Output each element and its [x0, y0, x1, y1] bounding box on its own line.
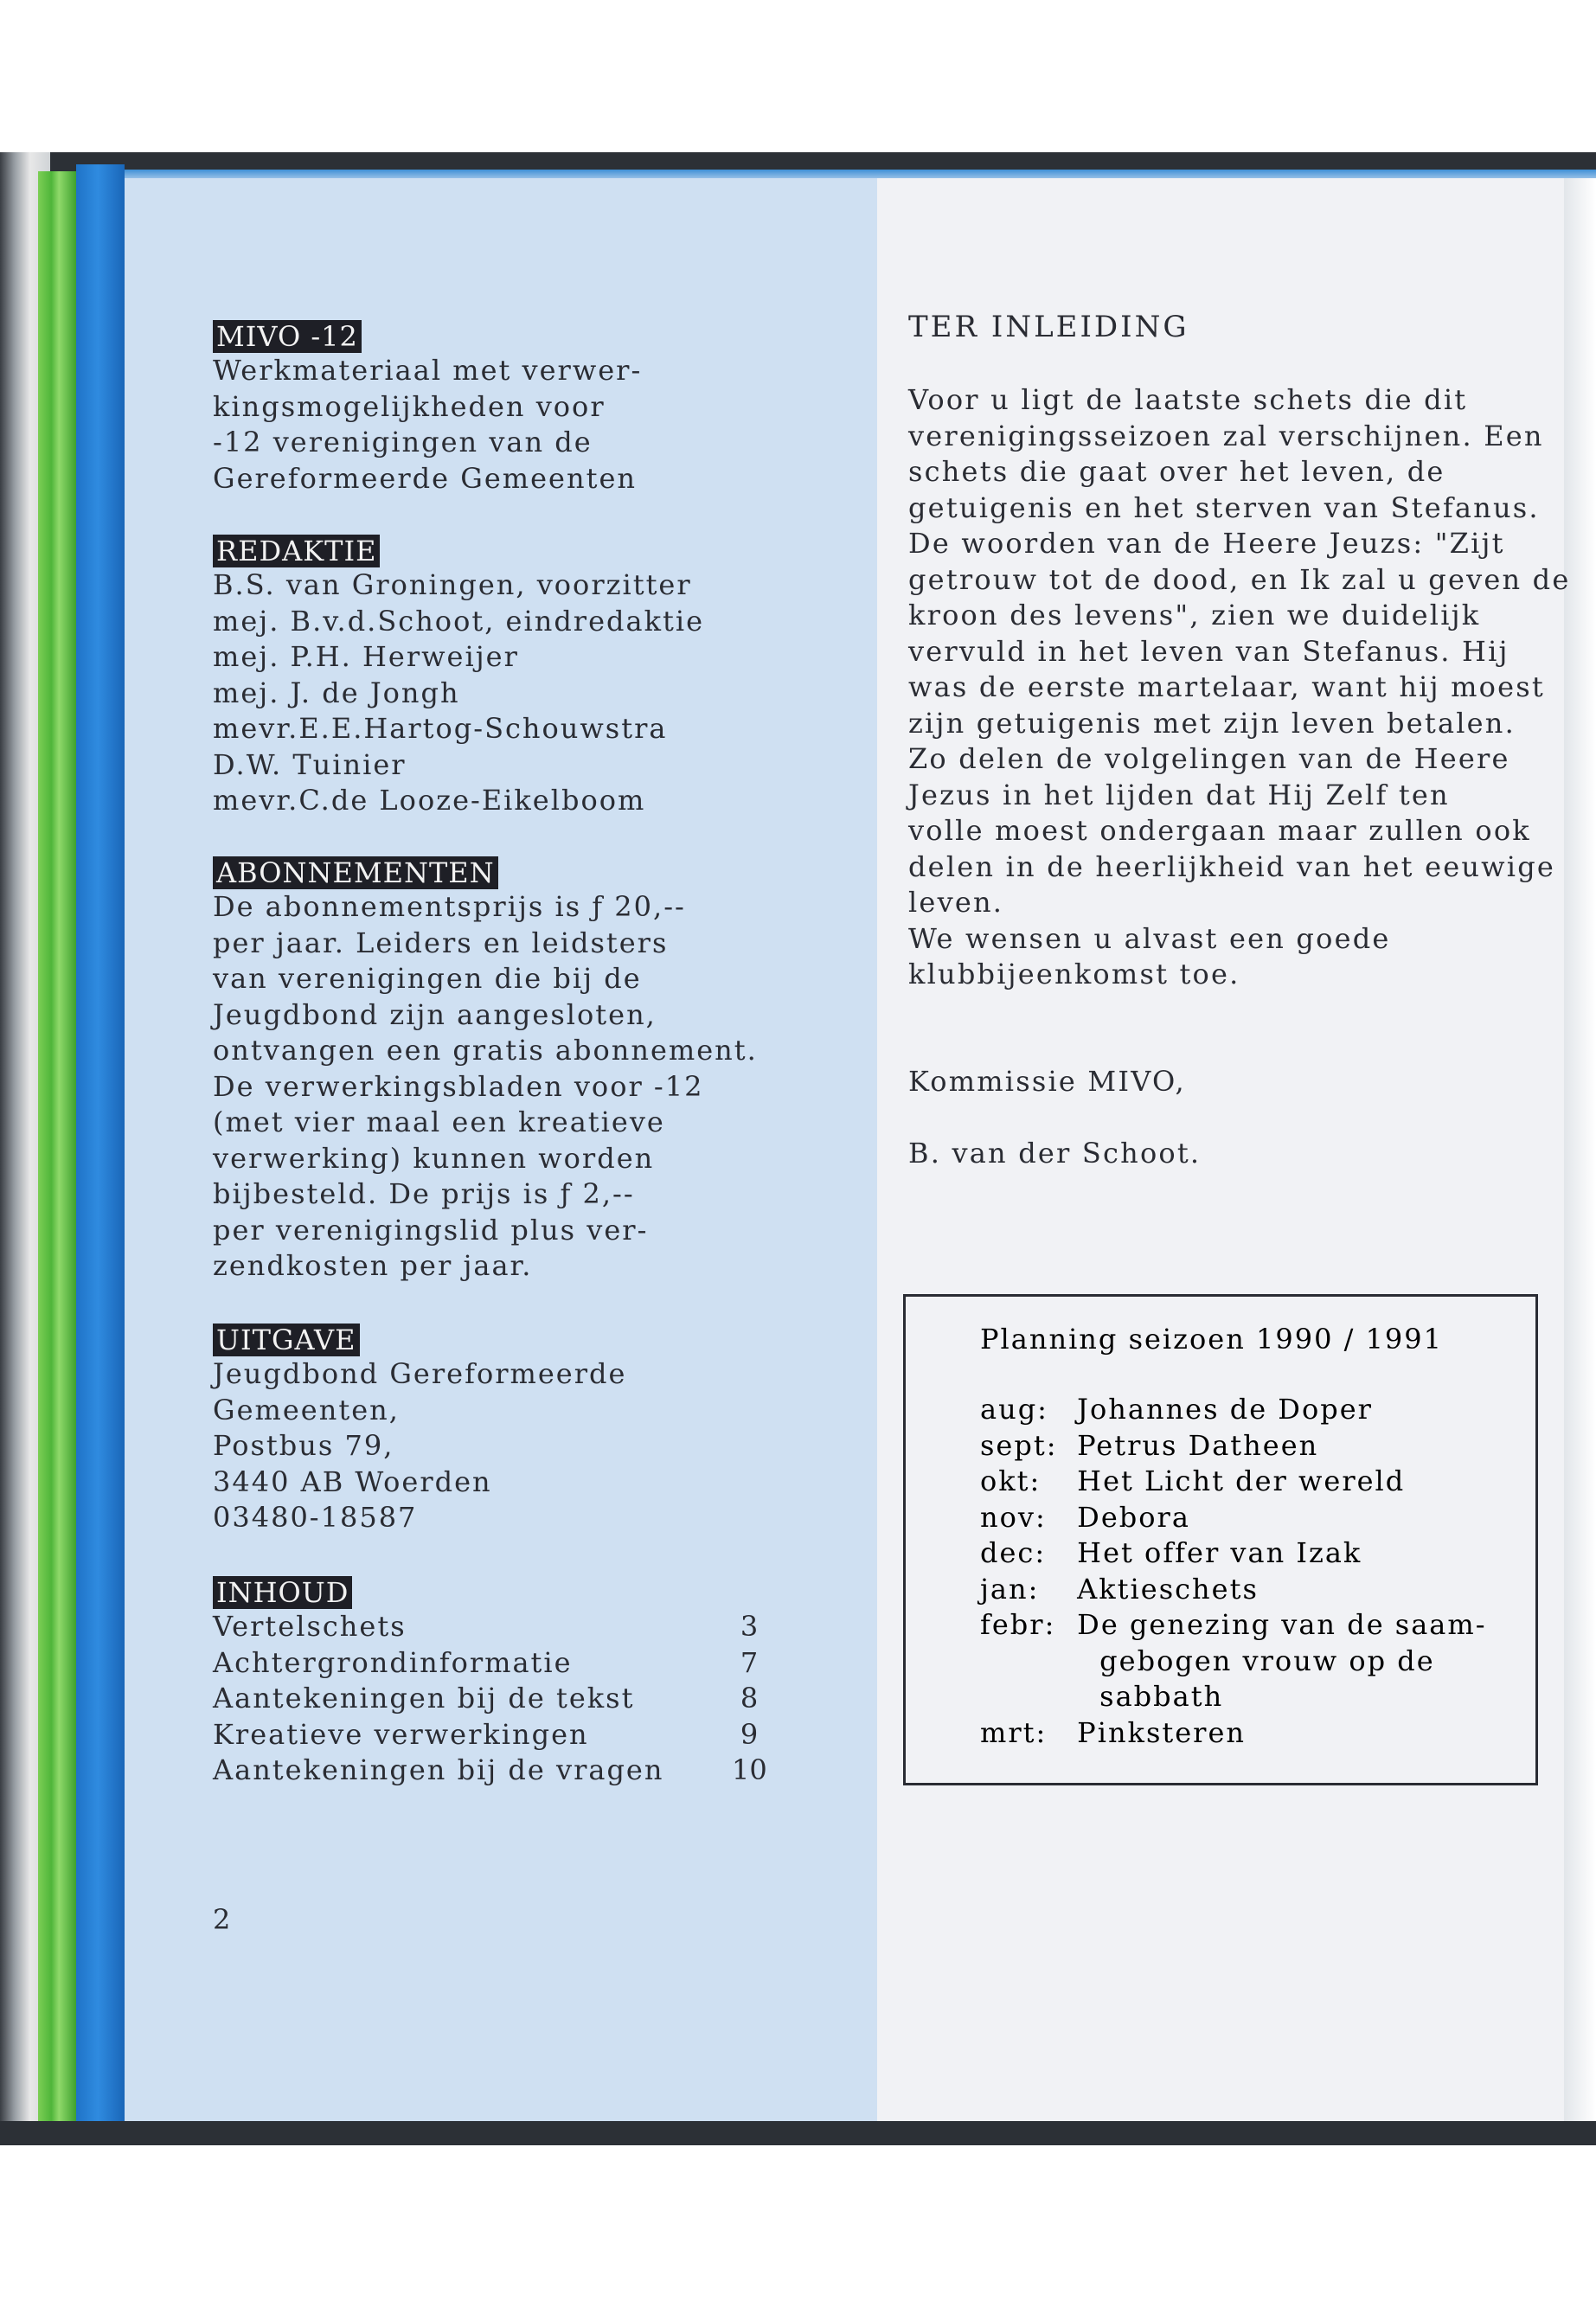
toc-item-title: Vertelschets: [213, 1610, 407, 1643]
planning-topic: gebogen vrouw op de: [1099, 1644, 1435, 1677]
abonnementen-line: verwerking) kunnen worden: [213, 1141, 655, 1175]
redaktie-body: [213, 567, 704, 819]
toc-item-title: Aantekeningen bij de vragen: [213, 1753, 664, 1786]
toc-item-page: 7: [740, 1645, 759, 1679]
toc-item-page: 3: [740, 1610, 759, 1643]
planning-topic: Aktieschets: [1077, 1572, 1259, 1606]
uitgave-line: 3440 AB Woerden: [213, 1465, 492, 1498]
redaktie-section: [213, 535, 704, 819]
planning-row: [980, 1679, 1223, 1715]
mivo-section: [213, 320, 642, 497]
redaktie-line: D.W. Tuinier: [213, 747, 407, 781]
planning-topic: Het Licht der wereld: [1077, 1465, 1406, 1497]
abonnementen-line: ontvangen een gratis abonnement.: [213, 1034, 758, 1067]
introduction-body: [908, 382, 1571, 993]
planning-month: nov:: [980, 1500, 1047, 1534]
abonnementen-line: bijbesteld. De prijs is ƒ 2,--: [213, 1177, 635, 1210]
planning-month: mrt:: [980, 1715, 1048, 1749]
signature-name: B. van der Schoot.: [908, 1137, 1202, 1170]
binder-top-edge: [0, 152, 1596, 171]
redaktie-line: B.S. van Groningen, voorzitter: [213, 568, 692, 601]
abonnementen-line: per verenigingslid plus ver-: [213, 1213, 649, 1247]
planning-row: [980, 1715, 1246, 1752]
abonnementen-line: De verwerkingsbladen voor -12: [213, 1069, 704, 1103]
toc-item-title: Kreatieve verwerkingen: [213, 1717, 589, 1751]
uitgave-section: [213, 1324, 626, 1536]
introduction-title: TER INLEIDING: [908, 310, 1189, 344]
planning-topic: Petrus Datheen: [1077, 1428, 1319, 1462]
redaktie-line: mej. J. de Jongh: [213, 676, 460, 709]
intro-line: getrouw tot de dood, en Ik zal u geven de: [908, 562, 1571, 596]
uitgave-line: Gemeenten,: [213, 1393, 400, 1426]
planning-topic: sabbath: [1099, 1680, 1224, 1713]
inhoud-heading: INHOUD: [213, 1576, 352, 1609]
intro-line: was de eerste martelaar, want hij moest: [908, 670, 1545, 703]
planning-topic: De genezing van de saam-: [1077, 1608, 1487, 1641]
signature-person: [908, 1136, 1201, 1172]
toc-item: [213, 1645, 784, 1682]
table-of-contents: [213, 1609, 784, 1789]
binder-bottom-edge: [0, 2121, 1596, 2145]
intro-line: leven.: [908, 886, 1004, 919]
intro-line: Jezus in het lijden dat Hij Zelf ten: [908, 778, 1450, 811]
redaktie-line: mej. B.v.d.Schoot, eindredaktie: [213, 604, 705, 638]
redaktie-line: mevr.E.E.Hartog-Schouwstra: [213, 712, 668, 745]
mivo-line: Werkmateriaal met verwer-: [213, 354, 643, 387]
page-number: 2: [213, 1903, 231, 1936]
toc-item-page: 8: [740, 1682, 759, 1715]
intro-line: Voor u ligt de laatste schets die dit: [908, 383, 1468, 416]
abonnementen-body: [213, 889, 758, 1285]
intro-line: We wensen u alvast een goede: [908, 921, 1391, 955]
toc-item: [213, 1717, 784, 1753]
intro-line: Zo delen de volgelingen van de Heere: [908, 742, 1510, 775]
toc-item-page: 10: [732, 1753, 767, 1786]
intro-line: getuigenis en het sterven van Stefanus.: [908, 490, 1540, 524]
uitgave-body: [213, 1356, 626, 1536]
planning-topic: Debora: [1077, 1500, 1190, 1534]
abonnementen-line: van verenigingen die bij de: [213, 962, 642, 995]
planning-row: [980, 1644, 1435, 1680]
signature-org: [908, 1064, 1186, 1100]
planning-row: [980, 1428, 1318, 1465]
mivo-line: Gereformeerde Gemeenten: [213, 461, 637, 495]
abonnementen-section: [213, 856, 758, 1285]
introduction-section: [908, 310, 1189, 344]
toc-item: [213, 1681, 784, 1717]
uitgave-line: 03480-18587: [213, 1501, 418, 1534]
abonnementen-line: per jaar. Leiders en leidsters: [213, 926, 669, 959]
intro-line: De woorden van de Heere Jeuzs: "Zijt: [908, 527, 1505, 560]
planning-row: [980, 1535, 1362, 1572]
abonnementen-heading: ABONNEMENTEN: [213, 856, 498, 889]
planning-title: Planning seizoen 1990 / 1991: [980, 1323, 1443, 1356]
planning-topic: Johannes de Doper: [1077, 1393, 1373, 1426]
abonnementen-line: De abonnementsprijs is ƒ 20,--: [213, 890, 686, 923]
blue-page-edge: [76, 164, 125, 2137]
toc-item: [213, 1609, 784, 1645]
planning-topic: Pinksteren: [1077, 1715, 1246, 1749]
abonnementen-line: zendkosten per jaar.: [213, 1249, 533, 1282]
redaktie-heading: REDAKTIE: [213, 535, 380, 567]
redaktie-line: mevr.C.de Looze-Eikelboom: [213, 784, 646, 817]
intro-line: verenigingsseizoen zal verschijnen. Een: [908, 419, 1544, 452]
intro-line: kroon des levens", zien we duidelijk: [908, 599, 1481, 631]
toc-item-title: Achtergrondinformatie: [213, 1645, 573, 1679]
planning-topic: Het offer van Izak: [1077, 1536, 1362, 1569]
redaktie-line: mej. P.H. Herweijer: [213, 640, 519, 673]
planning-month: dec:: [980, 1536, 1047, 1569]
uitgave-heading: UITGAVE: [213, 1324, 360, 1356]
planning-row: [980, 1500, 1190, 1536]
inhoud-section: [213, 1576, 784, 1789]
mivo-heading: MIVO -12: [213, 320, 362, 353]
signature-committee: Kommissie MIVO,: [908, 1065, 1186, 1098]
planning-row: [980, 1392, 1373, 1428]
intro-line: volle moest ondergaan maar zullen ook: [908, 814, 1531, 847]
toc-item-title: Aantekeningen bij de tekst: [213, 1682, 635, 1715]
mivo-line: kingsmogelijkheden voor: [213, 389, 606, 423]
planning-row: [980, 1572, 1259, 1608]
uitgave-line: Jeugdbond Gereformeerde: [213, 1357, 627, 1390]
toc-item-page: 9: [740, 1717, 759, 1751]
planning-box: [903, 1294, 1538, 1785]
toc-item: [213, 1753, 784, 1789]
abonnementen-line: Jeugdbond zijn aangesloten,: [213, 997, 657, 1031]
intro-line: schets die gaat over het leven, de: [908, 455, 1445, 488]
intro-line: vervuld in het leven van Stefanus. Hij: [908, 634, 1509, 668]
planning-month: okt:: [980, 1465, 1042, 1497]
planning-month: febr:: [980, 1608, 1056, 1641]
uitgave-line: Postbus 79,: [213, 1429, 394, 1462]
planning-month: aug:: [980, 1393, 1048, 1426]
abonnementen-line: (met vier maal een kreatieve: [213, 1106, 665, 1138]
green-page-edge: [38, 171, 76, 2121]
intro-line: delen in de heerlijkheid van het eeuwige: [908, 849, 1556, 883]
planning-row: [980, 1464, 1405, 1500]
intro-line: klubbijeenkomst toe.: [908, 958, 1240, 990]
mivo-body: [213, 353, 642, 497]
planning-month: jan:: [980, 1572, 1040, 1606]
planning-month: sept:: [980, 1428, 1058, 1462]
intro-line: zijn getuigenis met zijn leven betalen.: [908, 706, 1516, 740]
planning-row: [980, 1607, 1487, 1644]
mivo-line: -12 verenigingen van de: [213, 426, 593, 458]
